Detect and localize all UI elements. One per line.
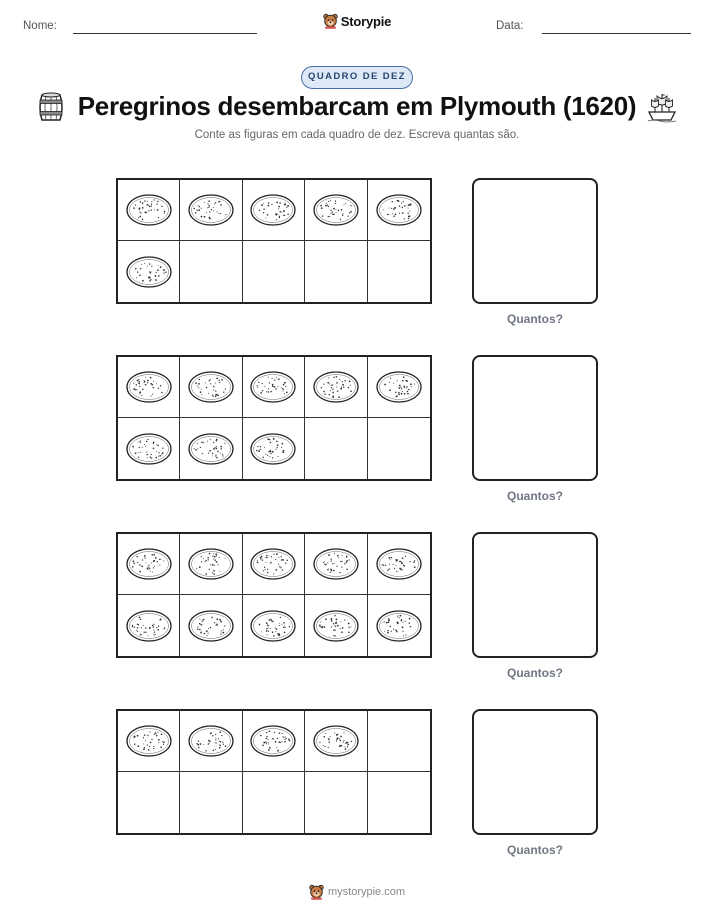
frame-cell <box>243 241 305 302</box>
bread-loaf-icon <box>125 192 173 228</box>
bread-loaf-icon <box>125 608 173 644</box>
bread-loaf-icon <box>187 431 235 467</box>
footer <box>0 884 714 900</box>
frame-cell <box>118 772 180 833</box>
frame-cell <box>368 595 430 656</box>
frame-cell <box>180 772 242 833</box>
frame-cell <box>180 595 242 656</box>
frame-cell <box>243 418 305 479</box>
ten-frame-2 <box>116 355 432 481</box>
frame-cell <box>368 357 430 418</box>
bread-loaf-icon <box>125 254 173 290</box>
bread-loaf-icon <box>249 723 297 759</box>
frame-cell <box>243 180 305 241</box>
frame-cell <box>368 180 430 241</box>
frame-cell <box>305 595 367 656</box>
frame-cell <box>305 241 367 302</box>
frame-cell <box>180 180 242 241</box>
instructions: Conte as figuras em cada quadro de dez. Escreva quantas são. <box>194 129 520 141</box>
ten-frame-3 <box>116 532 432 658</box>
date-field-line[interactable] <box>542 33 691 34</box>
bread-loaf-icon <box>249 608 297 644</box>
frame-cell <box>243 534 305 595</box>
bread-loaf-icon <box>312 192 360 228</box>
bread-loaf-icon <box>187 192 235 228</box>
frame-cell <box>118 595 180 656</box>
footer-url: mystorypie.com <box>327 886 406 898</box>
bread-loaf-icon <box>312 369 360 405</box>
frame-cell <box>305 534 367 595</box>
bread-loaf-icon <box>249 431 297 467</box>
bread-loaf-icon <box>375 192 423 228</box>
frame-cell <box>368 534 430 595</box>
frame-cell <box>118 711 180 772</box>
answer-box-1[interactable] <box>472 178 598 304</box>
bread-loaf-icon <box>125 369 173 405</box>
frame-cell <box>243 711 305 772</box>
frame-cell <box>243 357 305 418</box>
frame-cell <box>243 772 305 833</box>
name-label: Nome: <box>23 20 57 32</box>
bread-loaf-icon <box>312 608 360 644</box>
frame-cell <box>118 357 180 418</box>
date-label: Data: <box>496 20 524 32</box>
answer-label-4: Quantos? <box>507 843 563 857</box>
bread-loaf-icon <box>249 192 297 228</box>
answer-label-1: Quantos? <box>507 312 563 326</box>
answer-box-2[interactable] <box>472 355 598 481</box>
frame-cell <box>305 711 367 772</box>
bear-mascot-icon <box>323 13 338 29</box>
answer-label-3: Quantos? <box>507 666 563 680</box>
frame-cell <box>118 534 180 595</box>
frame-cell <box>180 711 242 772</box>
frame-cell <box>368 241 430 302</box>
brand-name: Storypie <box>340 13 392 29</box>
bread-loaf-icon <box>249 369 297 405</box>
ten-frame-4 <box>116 709 432 835</box>
name-field-line[interactable] <box>73 33 257 34</box>
page-title: Peregrinos desembarcam em Plymouth (1620) <box>77 91 637 121</box>
bread-loaf-icon <box>312 723 360 759</box>
answer-box-4[interactable] <box>472 709 598 835</box>
worksheet-type-badge: QUADRO DE DEZ <box>301 66 413 89</box>
bread-loaf-icon <box>249 546 297 582</box>
bread-loaf-icon <box>375 608 423 644</box>
frame-cell <box>243 595 305 656</box>
frame-cell <box>305 180 367 241</box>
bread-loaf-icon <box>125 431 173 467</box>
bread-loaf-icon <box>375 369 423 405</box>
frame-cell <box>118 418 180 479</box>
frame-cell <box>368 711 430 772</box>
bread-loaf-icon <box>125 546 173 582</box>
answer-label-2: Quantos? <box>507 489 563 503</box>
frame-cell <box>180 418 242 479</box>
answer-box-3[interactable] <box>472 532 598 658</box>
frame-cell <box>118 241 180 302</box>
bread-loaf-icon <box>187 369 235 405</box>
frame-cell <box>180 241 242 302</box>
frame-cell <box>305 357 367 418</box>
bear-mascot-icon <box>309 884 324 900</box>
bread-loaf-icon <box>187 546 235 582</box>
frame-cell <box>305 418 367 479</box>
brand-logo <box>0 13 714 29</box>
frame-cell <box>368 418 430 479</box>
frame-cell <box>118 180 180 241</box>
ten-frame-1 <box>116 178 432 304</box>
frame-cell <box>368 772 430 833</box>
ship-icon <box>646 91 678 123</box>
bread-loaf-icon <box>187 608 235 644</box>
bread-loaf-icon <box>375 546 423 582</box>
frame-cell <box>180 357 242 418</box>
frame-cell <box>305 772 367 833</box>
bread-loaf-icon <box>125 723 173 759</box>
frame-cell <box>180 534 242 595</box>
bread-loaf-icon <box>312 546 360 582</box>
bread-loaf-icon <box>187 723 235 759</box>
